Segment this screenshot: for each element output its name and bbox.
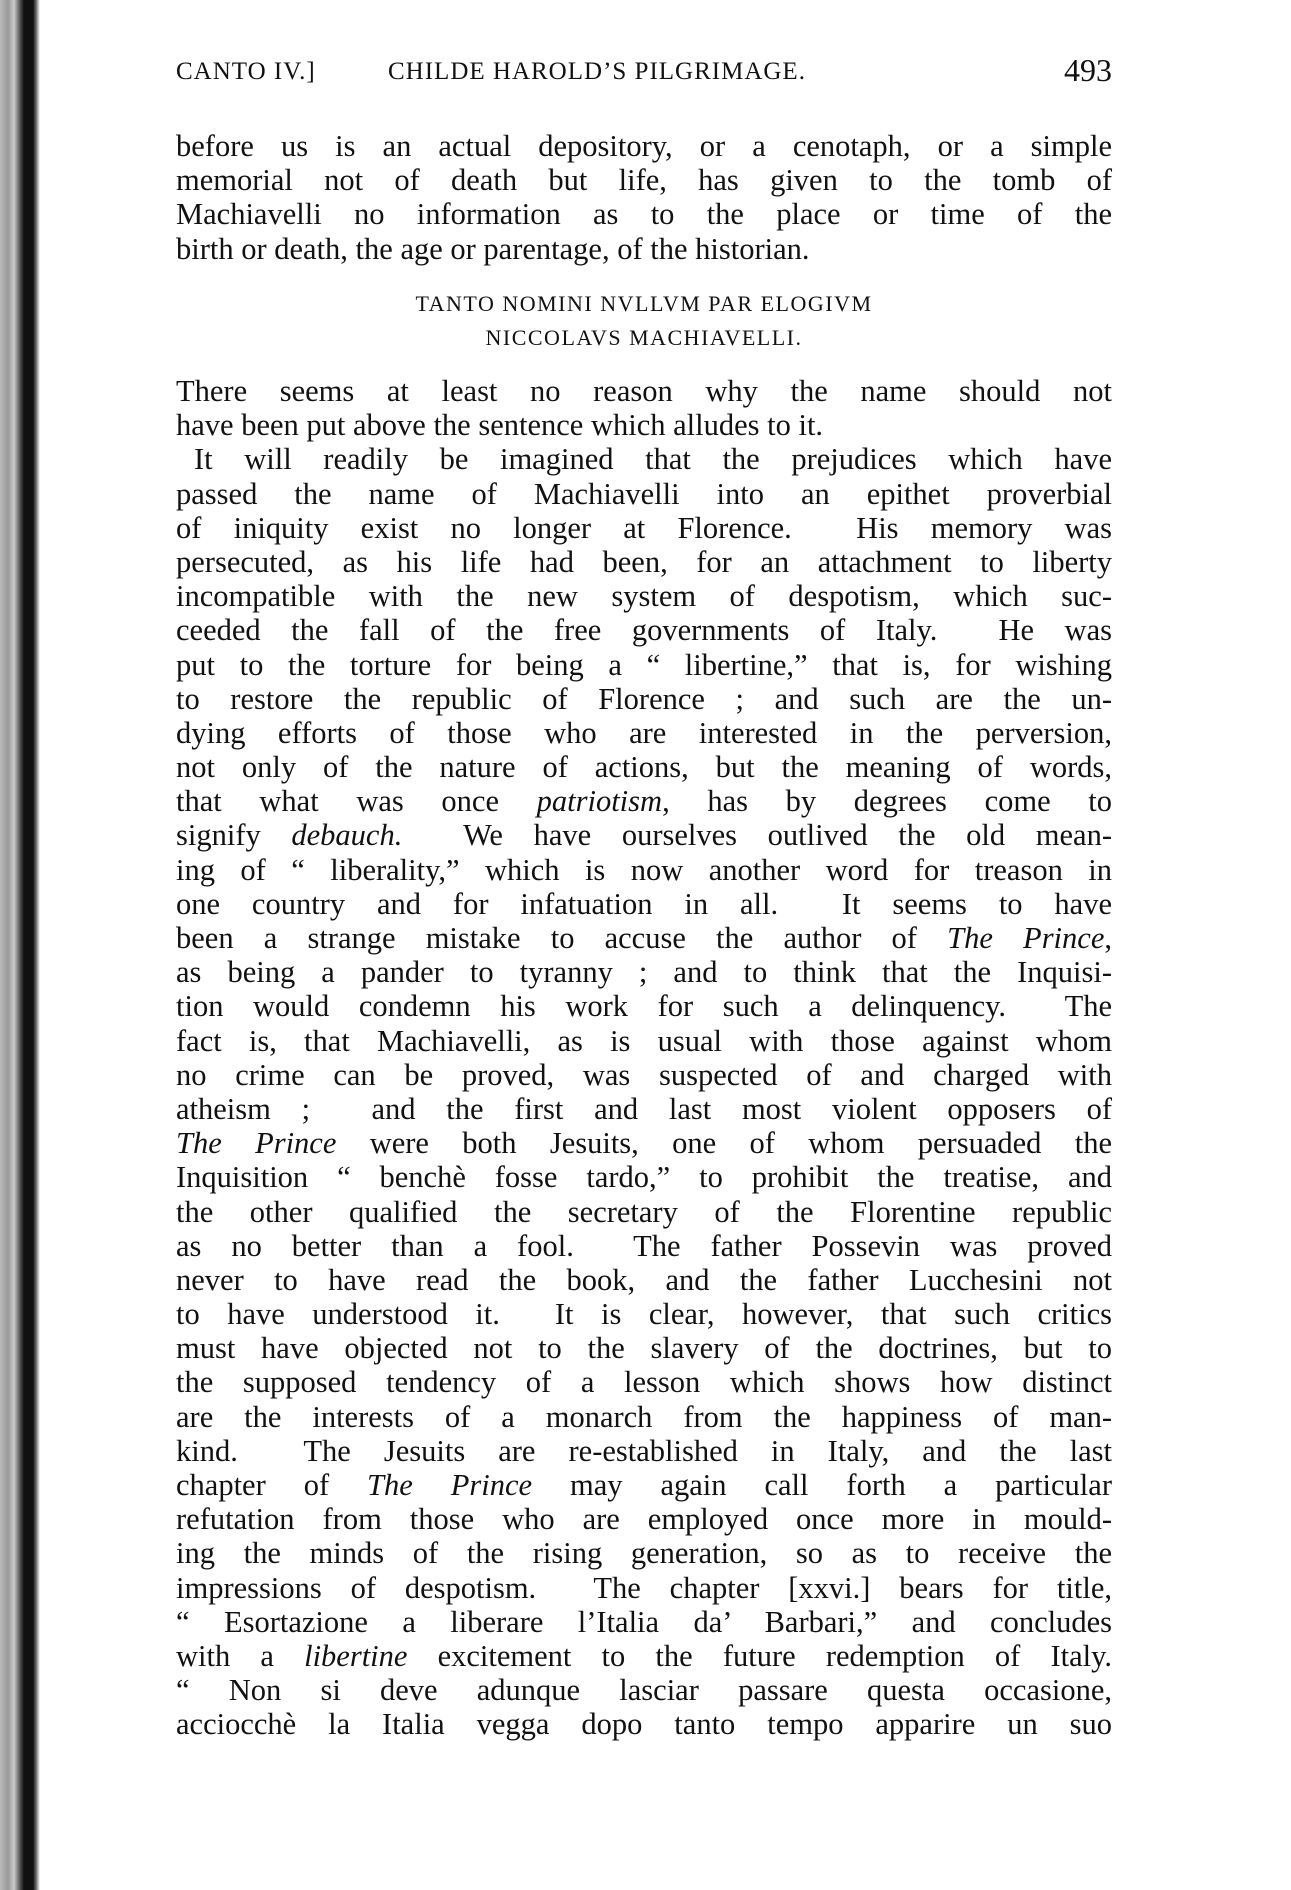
body-text (176, 374, 1112, 1742)
text-line (176, 1365, 1112, 1399)
text-line (176, 374, 1112, 408)
text-segment: as being a pander to tyranny ; and to think that the Inquisi- (176, 955, 1112, 990)
italic-text: patriotism (536, 784, 663, 819)
text-segment: the supposed tendency of a lesson which shows how distinct (176, 1365, 1112, 1400)
text-segment: We have ourselves outlived the old mean- (402, 818, 1112, 853)
text-line (176, 1434, 1112, 1468)
text-segment: , (1104, 921, 1112, 955)
text-segment: “ Non si deve adunque lasciar passare questa occasione, (176, 1673, 1112, 1708)
text-segment: atheism ; and the first and last most violent opposers of (176, 1091, 1112, 1126)
text-segment: ing of “ liberality,” which is now another word for treason in (176, 852, 1112, 887)
text-line (176, 1229, 1112, 1263)
text-line (176, 477, 1112, 511)
text-line (176, 784, 1112, 818)
text-segment: passed the name of Machiavelli into an epithet proverbial (176, 476, 1112, 511)
text-line (176, 579, 1112, 613)
text-line (176, 818, 1112, 852)
text-segment: are the interests of a monarch from the happiness of man- (176, 1399, 1112, 1434)
text-segment: put to the torture for being a “ libertine,” that is, for wishing (176, 647, 1112, 682)
text-line (176, 1502, 1112, 1536)
text-line (176, 1468, 1112, 1502)
text-segment: ing the minds of the rising generation, so as to receive the (176, 1536, 1112, 1571)
text-segment: no crime can be proved, was suspected of and charged with (176, 1057, 1112, 1092)
text-segment: signify (176, 818, 292, 853)
text-line (176, 1024, 1112, 1058)
text-segment: of iniquity exist no longer at Florence. His memory was (176, 510, 1112, 545)
text-line (176, 1195, 1112, 1229)
text-segment: been a strange mistake to accuse the author of (176, 921, 948, 955)
text-line (176, 648, 1112, 682)
text-line (176, 1707, 1112, 1741)
italic-text: The Prince (367, 1468, 533, 1502)
text-segment: chapter of (176, 1468, 368, 1502)
intro-paragraph (176, 129, 1112, 266)
text-segment: fact is, that Machiavelli, as is usual with those against whom (176, 1023, 1112, 1058)
text-line (176, 1126, 1112, 1160)
text-line (176, 1297, 1112, 1331)
text-line (176, 989, 1112, 1023)
text-segment: may again call forth a particular (532, 1468, 1112, 1502)
text-segment: as no better than a fool. The father Possevin was proved (176, 1228, 1112, 1263)
text-line (176, 750, 1112, 784)
text-segment: before us is an actual depository, or a cenotaph, or a simple (176, 129, 1112, 163)
italic-text: libertine (304, 1638, 408, 1673)
text-segment: Inquisition “ benchè fosse tardo,” to prohibit the treatise, and (176, 1160, 1112, 1195)
text-line (176, 921, 1112, 955)
text-line (176, 887, 1112, 921)
text-line (176, 1673, 1112, 1707)
canto-label: CANTO IV.] (176, 58, 316, 85)
text-segment: with a (176, 1638, 305, 1673)
text-line (176, 955, 1112, 989)
page-number: 493 (1064, 52, 1112, 88)
text-segment: not only of the nature of actions, but the meaning of words, (176, 750, 1112, 785)
text-line (176, 716, 1112, 750)
text-segment: birth or death, the age or parentage, of the historian. (176, 231, 810, 266)
text-line (176, 545, 1112, 579)
text-segment: There seems at least no reason why the name should not (176, 374, 1112, 408)
text-line (176, 1058, 1112, 1092)
italic-text: debauch. (291, 818, 403, 853)
text-line (176, 408, 1112, 442)
text-line (176, 197, 1112, 231)
book-title: CHILDE HAROLD’S PILGRIMAGE. (388, 58, 806, 85)
inscription (176, 287, 1112, 355)
running-header (176, 52, 1112, 92)
text-line (176, 1639, 1112, 1673)
text-line (176, 1331, 1112, 1365)
text-segment: acciocchè la Italia vegga dopo tanto tempo apparire un suo (176, 1707, 1112, 1742)
text-line (176, 1263, 1112, 1297)
text-segment: kind. The Jesuits are re-established in Italy, and the last (176, 1433, 1112, 1468)
text-segment: , has by degrees come to (662, 784, 1113, 819)
text-line (176, 1605, 1112, 1639)
text-line (176, 1160, 1112, 1194)
text-segment: never to have read the book, and the father Lucchesini not (176, 1262, 1112, 1297)
text-segment: refutation from those who are employed once more in mould- (176, 1502, 1112, 1537)
text-line (176, 613, 1112, 647)
text-segment: impressions of despotism. The chapter [xxvi.] bears for title, (176, 1570, 1112, 1605)
text-segment: were both Jesuits, one of whom persuaded the (336, 1126, 1112, 1161)
text-segment: must have objected not to the slavery of the doctrines, but to (176, 1331, 1112, 1366)
italic-text: The Prince (176, 1126, 337, 1161)
italic-text: The Prince (947, 921, 1105, 955)
text-segment: persecuted, as his life had been, for an attachment to liberty (176, 544, 1112, 579)
text-segment: Machiavelli no information as to the place or time of the (176, 197, 1112, 232)
text-segment: excitement to the future redemption of Italy. (407, 1638, 1113, 1673)
text-line (176, 511, 1112, 545)
text-segment: It will readily be imagined that the prejudices which have (194, 442, 1112, 477)
text-line (176, 682, 1112, 716)
text-segment: to restore the republic of Florence ; and such are the un- (176, 681, 1112, 716)
text-line (176, 442, 1112, 476)
inscription-line-2: NICCOLAVS MACHIAVELLI. (485, 325, 803, 350)
text-segment: have been put above the sentence which alludes to it. (176, 408, 824, 443)
text-line (176, 1092, 1112, 1126)
text-line (176, 853, 1112, 887)
book-binding-edge (0, 0, 40, 1890)
text-line (176, 1571, 1112, 1605)
text-line (176, 163, 1112, 197)
text-segment: ceeded the fall of the free governments of Italy. He was (176, 613, 1112, 648)
text-segment: to have understood it. It is clear, however, that such critics (176, 1297, 1112, 1332)
text-segment: memorial not of death but life, has given to the tomb of (176, 163, 1112, 198)
text-line (176, 1536, 1112, 1570)
text-segment: tion would condemn his work for such a delinquency. The (176, 989, 1112, 1024)
text-line (176, 1400, 1112, 1434)
text-segment: incompatible with the new system of despotism, which suc- (176, 579, 1112, 614)
text-segment: dying efforts of those who are interested in the perversion, (176, 715, 1112, 750)
text-line (176, 232, 1112, 266)
text-segment: that what was once (176, 784, 537, 819)
text-segment: the other qualified the secretary of the Florentine republic (176, 1194, 1112, 1229)
text-segment: “ Esortazione a liberare l’Italia da’ Barbari,” and concludes (176, 1604, 1112, 1639)
text-segment: one country and for infatuation in all. It seems to have (176, 886, 1112, 921)
text-line (176, 129, 1112, 163)
inscription-line-1: TANTO NOMINI NVLLVM PAR ELOGIVM (415, 291, 873, 316)
